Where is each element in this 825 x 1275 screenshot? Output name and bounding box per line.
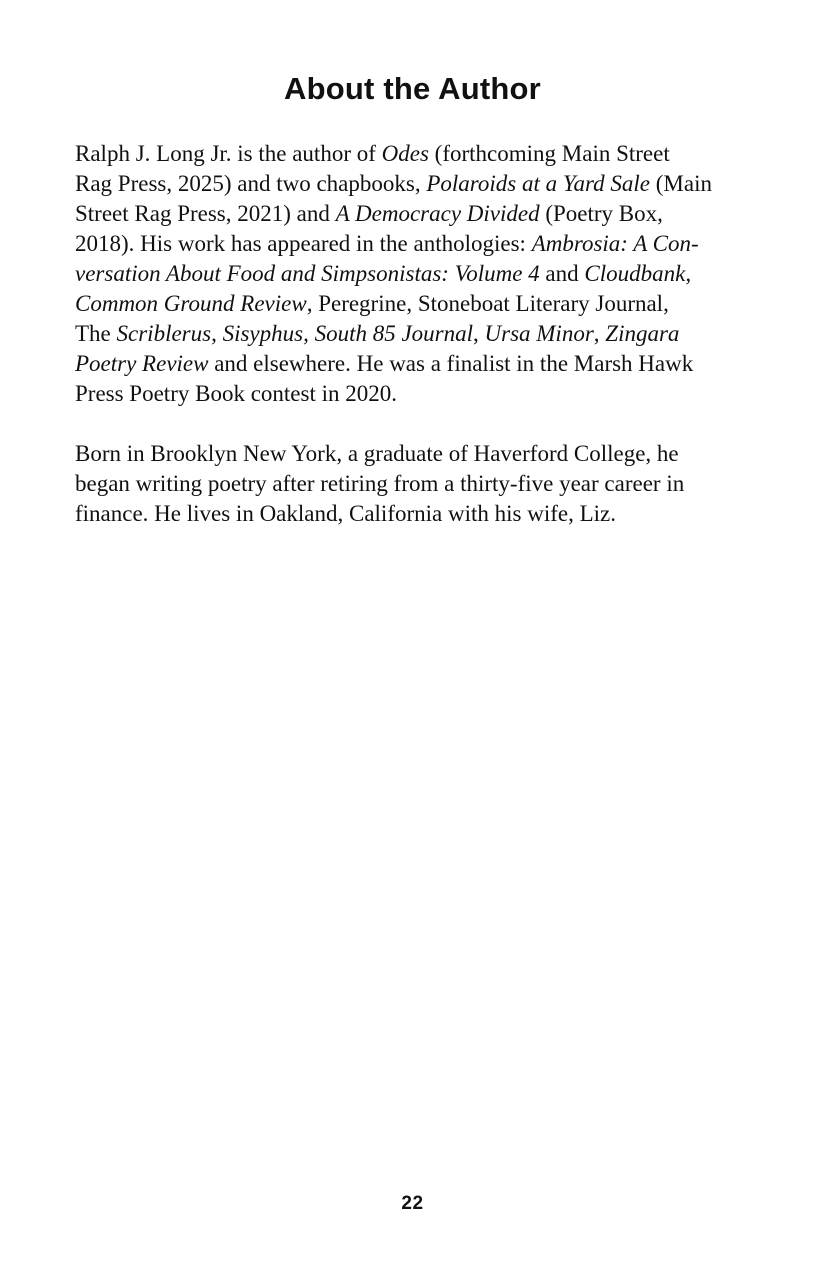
text-segment: finance. He lives in Oakland, California with his wife, Liz.: [75, 501, 616, 526]
italic-text-segment: A Democracy Divided: [335, 201, 540, 226]
text-line: [75, 169, 765, 199]
text-segment: ,: [473, 321, 485, 346]
text-line: [75, 229, 765, 259]
text-segment: Street Rag Press, 2021) and: [75, 201, 336, 226]
italic-text-segment: Poetry Review: [75, 351, 209, 376]
text-line: [75, 259, 765, 289]
text-segment: ,: [593, 321, 606, 346]
text-line: [75, 289, 765, 319]
text-line: [75, 199, 765, 229]
text-line: [75, 379, 765, 409]
italic-text-segment: Ambrosia: A Con-: [531, 231, 699, 256]
text-segment: (Main: [650, 171, 712, 196]
paragraph: [75, 139, 765, 409]
italic-text-segment: Ursa Minor: [484, 321, 594, 346]
text-segment: Press Poetry Book contest in 2020.: [75, 381, 397, 406]
text-segment: (forthcoming Main Street: [428, 141, 670, 166]
italic-text-segment: Cloudbank,: [584, 261, 692, 286]
text-line: [75, 469, 765, 499]
italic-text-segment: Scriblerus, Sisyphus, South 85 Journal: [116, 321, 474, 346]
text-line: [75, 139, 765, 169]
text-segment: and: [539, 261, 585, 286]
text-segment: The: [75, 321, 117, 346]
italic-text-segment: Odes: [381, 141, 429, 166]
text-segment: (Poetry Box,: [539, 201, 663, 226]
page-title: About the Author: [284, 71, 541, 106]
italic-text-segment: Zingara: [605, 321, 680, 346]
paragraph: [75, 439, 765, 529]
text-segment: and elsewhere. He was a finalist in the Marsh Hawk: [208, 351, 694, 376]
text-segment: 2018). His work has appeared in the anthologies:: [75, 231, 532, 256]
text-segment: Rag Press, 2025) and two chapbooks,: [75, 171, 427, 196]
text-line: [75, 349, 765, 379]
text-segment: Ralph J. Long Jr. is the author of: [75, 141, 382, 166]
text-segment: , Peregrine, Stoneboat Literary Journal,: [306, 291, 669, 316]
italic-text-segment: Polaroids at a Yard Sale: [426, 171, 651, 196]
author-bio-text: [75, 139, 765, 559]
text-line: [75, 499, 765, 529]
page-number: 22: [401, 1193, 424, 1214]
italic-text-segment: Common Ground Review: [75, 291, 307, 316]
text-segment: Born in Brooklyn New York, a graduate of Haverford College, he: [75, 441, 679, 466]
italic-text-segment: versation About Food and Simpsonistas: Volume 4: [75, 261, 540, 286]
text-segment: began writing poetry after retiring from a thirty-five year career in: [75, 471, 685, 496]
text-line: [75, 319, 765, 349]
text-line: [75, 439, 765, 469]
